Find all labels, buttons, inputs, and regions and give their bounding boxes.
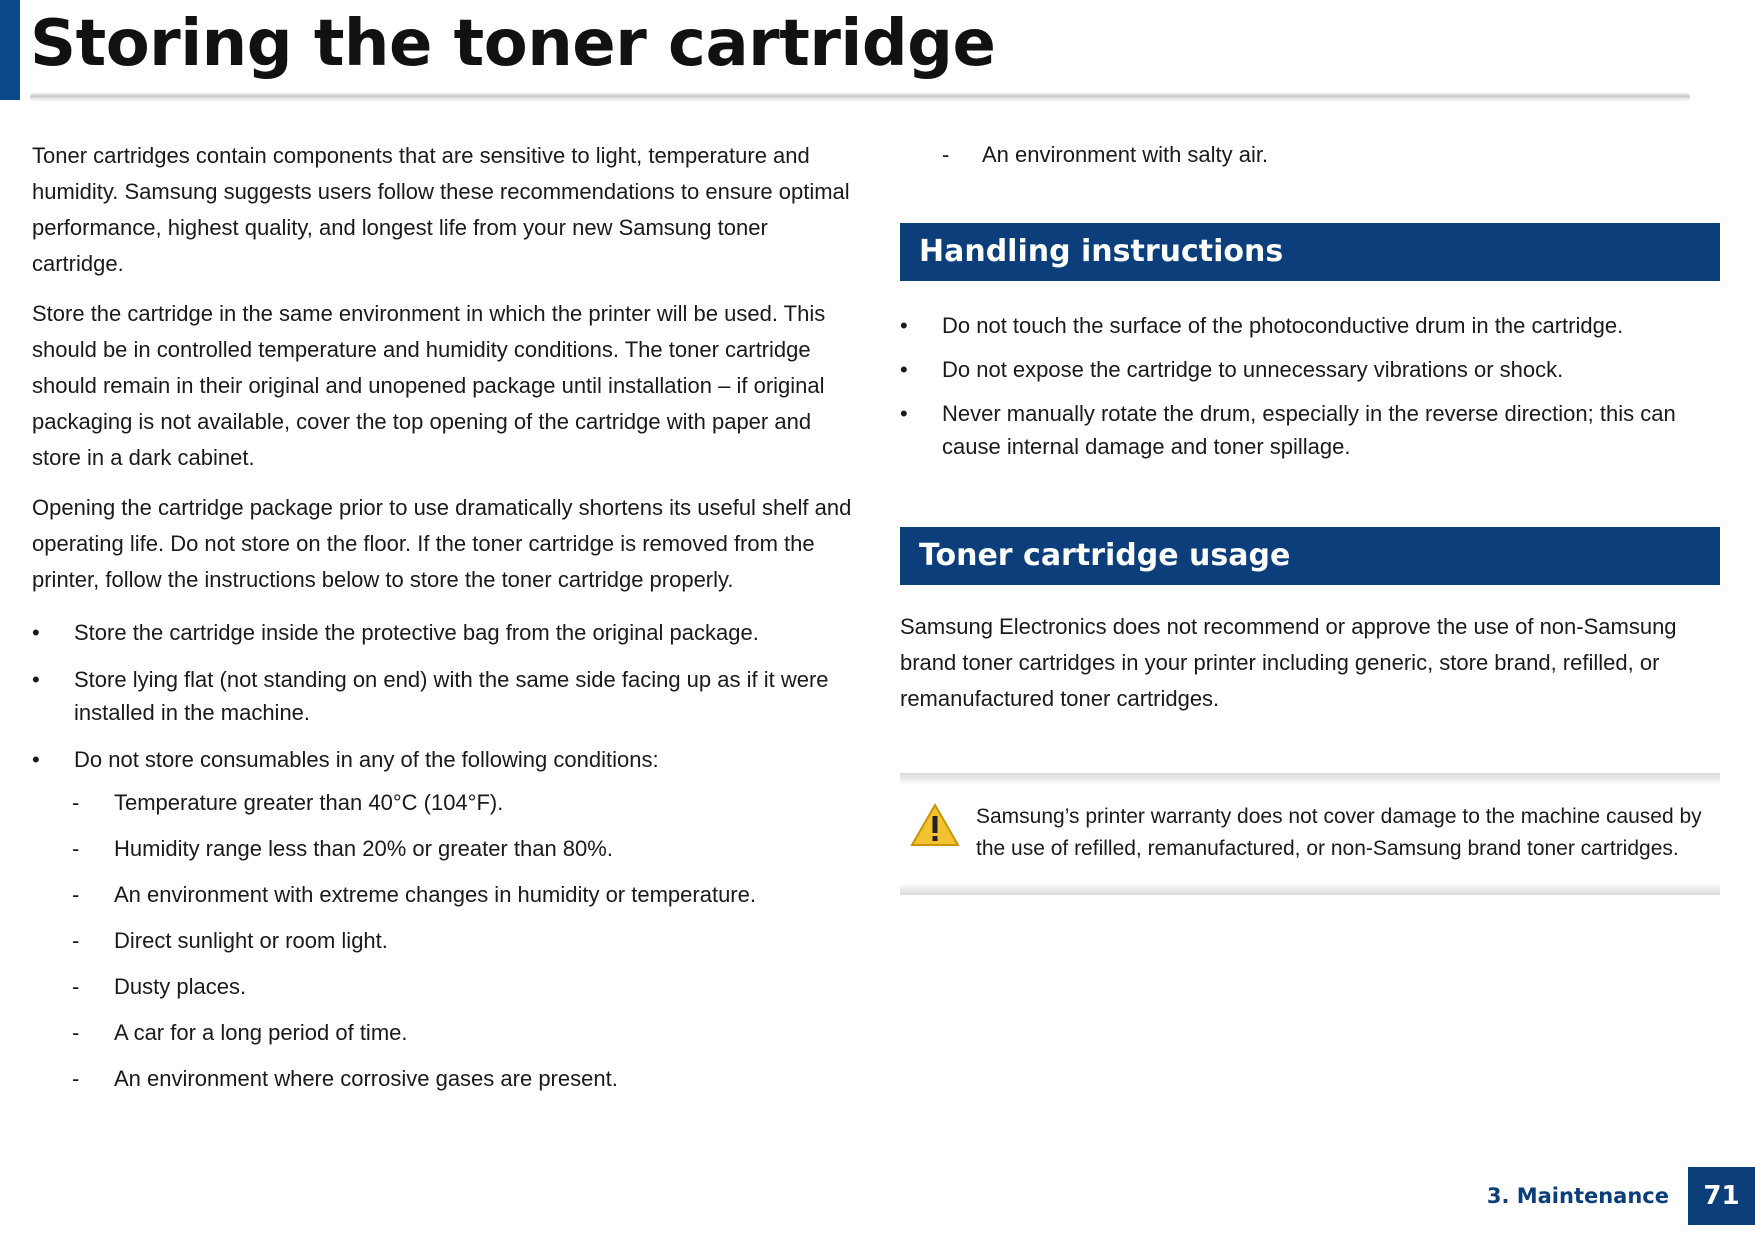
condition-text: An environment where corrosive gases are present.	[114, 1066, 618, 1091]
bullet-mark: •	[900, 313, 908, 338]
list-item-text: Do not store consumables in any of the following conditions:	[74, 747, 659, 772]
right-column	[900, 138, 1720, 895]
condition-item	[32, 1062, 852, 1095]
header-accent-bar	[0, 0, 20, 100]
warning-triangle-icon	[910, 803, 960, 847]
condition-text: An environment with extreme changes in humidity or temperature.	[114, 882, 756, 907]
page-title: Storing the toner cartridge	[30, 7, 996, 81]
caution-note	[900, 773, 1720, 895]
intro-paragraph: Toner cartridges contain components that are sensitive to light, temperature and humidity. Samsung suggests users follow these recommendations to ensure optimal performance, highest quality, and longest life from your new Samsung toner cartridge.	[32, 143, 850, 276]
condition-item	[32, 924, 852, 957]
condition-text: Dusty places.	[114, 974, 247, 999]
bullet-mark: •	[32, 620, 40, 645]
condition-item	[32, 970, 852, 1003]
environment-paragraph: Store the cartridge in the same environment in which the printer will be used. This should be in controlled temperature and humidity conditions. The toner cartridge should remain in their original and unopened package until installation – if original packaging is not available, cover the top opening of the cartridge with paper and store in a dark cabinet.	[32, 301, 826, 470]
condition-text: A car for a long period of time.	[114, 1020, 408, 1045]
list-item-text: Do not expose the cartridge to unnecessary vibrations or shock.	[942, 357, 1564, 382]
bullet-mark: •	[32, 667, 40, 692]
handling-section-heading: Handling instructions	[900, 223, 1720, 281]
bullet-mark: •	[32, 747, 40, 772]
dash-mark: -	[72, 836, 80, 861]
list-item	[32, 743, 852, 776]
list-item	[900, 309, 1720, 342]
list-item-text: Never manually rotate the drum, especially in the reverse direction; this can cause internal damage and toner spillage.	[942, 401, 1676, 459]
condition-item	[32, 786, 852, 819]
list-item	[32, 616, 852, 649]
bullet-mark: •	[900, 357, 908, 382]
left-column	[32, 138, 852, 1108]
bullet-mark: •	[900, 401, 908, 426]
dash-mark: -	[942, 142, 950, 167]
list-item-text: Store lying flat (not standing on end) with the same side facing up as if it were installed in the machine.	[74, 667, 829, 725]
dash-mark: -	[72, 974, 80, 999]
condition-item	[32, 832, 852, 865]
condition-item	[32, 1016, 852, 1049]
usage-section-heading: Toner cartridge usage	[900, 527, 1720, 585]
dash-mark: -	[72, 790, 80, 815]
dash-mark: -	[72, 1020, 80, 1045]
condition-text: An environment with salty air.	[982, 142, 1269, 167]
condition-text: Temperature greater than 40°C (104°F).	[114, 790, 504, 815]
condition-text: Direct sunlight or room light.	[114, 928, 388, 953]
list-item	[900, 353, 1720, 386]
storage-paragraph: Opening the cartridge package prior to use dramatically shortens its useful shelf and operating life. Do not store on the floor. If the toner cartridge is removed from the printer, follow the instructions below to store the toner cartridge properly.	[32, 495, 852, 592]
list-item-text: Store the cartridge inside the protective bag from the original package.	[74, 620, 759, 645]
caution-text: Samsung’s printer warranty does not cover damage to the machine caused by the use of refilled, remanufactured, or non-Samsung brand toner cartridges.	[976, 805, 1702, 860]
dash-mark: -	[72, 928, 80, 953]
condition-text: Humidity range less than 20% or greater than 80%.	[114, 836, 613, 861]
condition-item	[32, 878, 852, 911]
dash-mark: -	[72, 882, 80, 907]
list-item	[900, 397, 1720, 463]
usage-paragraph: Samsung Electronics does not recommend or approve the use of non-Samsung brand toner cartridges in your printer including generic, store brand, refilled, or remanufactured toner cartridges.	[900, 614, 1677, 711]
list-item-text: Do not touch the surface of the photoconductive drum in the cartridge.	[942, 313, 1624, 338]
list-item	[32, 663, 852, 729]
handling-list	[900, 309, 1720, 463]
page-number: 71	[1688, 1167, 1755, 1225]
condition-item	[900, 138, 1720, 171]
dash-mark: -	[72, 1066, 80, 1091]
title-divider	[30, 92, 1690, 102]
footer-section-label: 3. Maintenance	[1486, 1184, 1669, 1208]
